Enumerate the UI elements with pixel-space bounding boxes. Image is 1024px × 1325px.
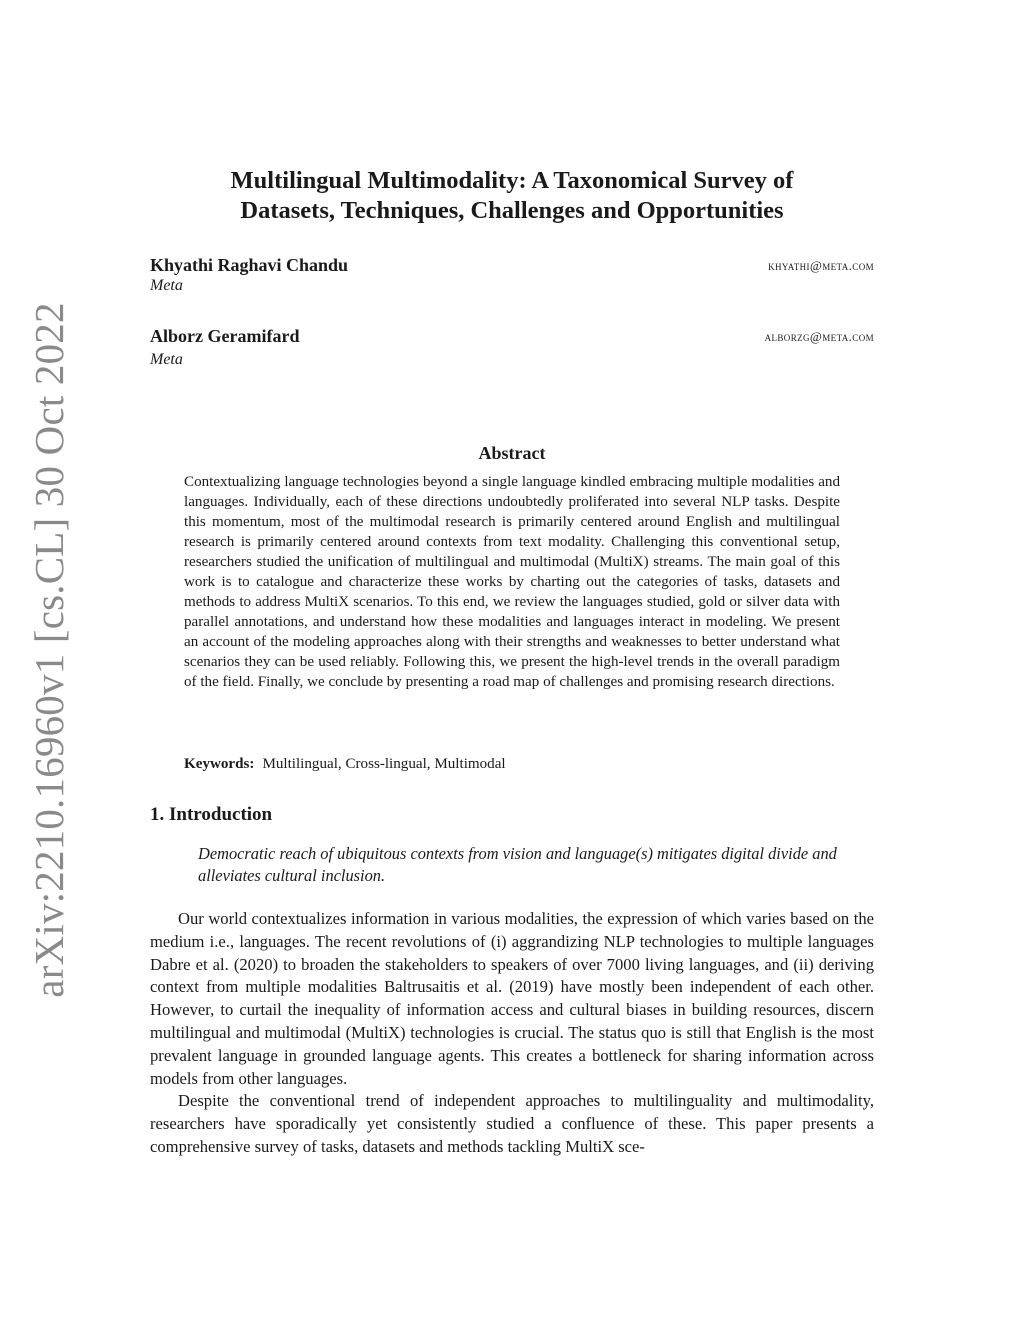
abstract-text: Contextualizing language technologies beyond a single language kindled embracing multiple modalities and languages. Individually, each of these directions undoubtedly proliferated into several NLP tasks. Despite this momentum, most of the multimodal research is primarily centered around English and multilingual research is primarily centered around contexts from text modality. Challenging this conventional setup, researchers studied the unification of multilingual and multimodal (MultiX) streams. The main goal of this work is to catalogue and characterize these works by charting out the categories of tasks, datasets and methods to address MultiX scenarios. To this end, we review the languages studied, gold or silver data with parallel annotations, and understand how these modalities and languages interact in modeling. We present an account of the modeling approaches along with their strengths and weaknesses to better understand what scenarios they can be used reliably. Following this, we present the high-level trends in the overall paradigm of the field. Finally, we conclude by presenting a road map of challenges and promising research directions. — [184, 474, 840, 690]
author-email: khyathi@meta.com — [768, 258, 874, 273]
paragraph: Our world contextualizes information in various modalities, the expression of which varies based on the medium i.e., languages. The recent revolutions of (i) aggrandizing NLP technologies to multiple languages Dabre et al. (2020) to broaden the stakeholders to speakers of over 7000 living languages, and (ii) deriving context from multiple modalities Baltrusaitis et al. (2019) have mostly been independent of each other. However, to curtail the inequality of information access and cultural biases in building resources, discern multilingual and multimodal (MultiX) technologies is crucial. The status quo is still that English is the most prevalent language in grounded language agents. This creates a bottleneck for sharing information across models from other languages. — [150, 909, 874, 1088]
author-1 — [150, 255, 874, 277]
keywords — [184, 754, 840, 774]
author-affiliation: Meta — [150, 277, 183, 294]
arxiv-identifier-stamp — [14, 302, 84, 998]
author-2 — [150, 326, 874, 348]
author-email: alborzg@meta.com — [764, 329, 874, 344]
title-line-2: Datasets, Techniques, Challenges and Opportunities — [240, 197, 784, 224]
epigraph-quote: Democratic reach of ubiquitous contexts from vision and language(s) mitigates digital divide and alleviates cultural inclusion. — [198, 844, 837, 885]
paper-title — [150, 166, 874, 226]
title-line-1: Multilingual Multimodality: A Taxonomical Survey of — [230, 167, 794, 194]
arxiv-stamp-text: arXiv:2210.16960v1 [cs.CL] 30 Oct 2022 — [26, 302, 72, 998]
abstract-heading: Abstract — [478, 443, 546, 463]
author-name: Alborz Geramifard — [150, 326, 300, 346]
keywords-label: Keywords: — [184, 756, 255, 772]
author-name: Khyathi Raghavi Chandu — [150, 255, 349, 275]
keywords-value: Multilingual, Cross-lingual, Multimodal — [262, 756, 506, 772]
author-affiliation: Meta — [150, 351, 183, 368]
section-heading-introduction: 1. Introduction — [150, 804, 273, 825]
introduction-body — [150, 908, 874, 1159]
paragraph: Despite the conventional trend of independent approaches to multilinguality and multimodality, researchers have sporadically yet consistently studied a confluence of these. This paper presents a comprehensive survey of tasks, datasets and methods tackling MultiX sce- — [150, 1091, 874, 1156]
